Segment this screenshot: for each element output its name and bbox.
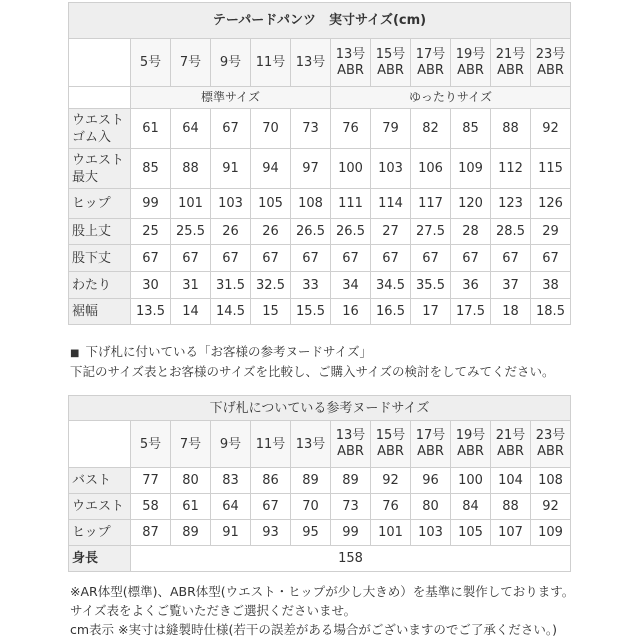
size-label: ABR <box>337 62 364 78</box>
value-cell: 29 <box>531 219 571 245</box>
value-cell: 36 <box>451 272 491 299</box>
value-cell: 89 <box>331 468 371 494</box>
size-header <box>131 39 171 87</box>
corner-cell <box>69 421 131 468</box>
value-cell: 32.5 <box>251 272 291 299</box>
table-row <box>69 219 571 245</box>
value-cell: 67 <box>131 245 171 272</box>
value-cell: 105 <box>451 520 491 546</box>
value-cell: 67 <box>451 245 491 272</box>
value-cell: 120 <box>451 189 491 219</box>
size-header <box>171 421 211 468</box>
value-cell: 92 <box>531 494 571 520</box>
size-label: ABR <box>377 444 404 459</box>
value-cell: 30 <box>131 272 171 299</box>
value-cell: 15.5 <box>291 299 331 325</box>
size-header <box>251 39 291 87</box>
value-cell: 26.5 <box>291 219 331 245</box>
size-header <box>411 39 451 87</box>
row-label <box>69 189 131 219</box>
value-cell: 15 <box>251 299 291 325</box>
size-label: 19号 <box>455 428 486 443</box>
value-cell: 94 <box>251 149 291 189</box>
size-label: 21号 <box>495 428 526 443</box>
row-label <box>69 109 131 149</box>
value-cell: 89 <box>171 520 211 546</box>
size-header-row <box>69 421 571 468</box>
value-cell: 18.5 <box>531 299 571 325</box>
row-label-text: ウエスト <box>72 112 125 128</box>
group-relaxed: ゆったりサイズ <box>331 87 571 109</box>
table-row <box>69 299 571 325</box>
actual-size-table <box>68 2 571 325</box>
value-cell: 88 <box>491 494 531 520</box>
size-header <box>531 421 571 468</box>
size-label: 7号 <box>179 436 202 452</box>
footer-line-3: cm表示 ※実寸は縫製時仕様(若干の誤差がある場合がございますのでご了承ください。) <box>70 622 558 637</box>
size-header <box>491 421 531 468</box>
row-label-text: 裾幅 <box>72 304 99 319</box>
height-row <box>69 546 571 572</box>
size-label: 5号 <box>139 436 162 452</box>
row-label-text: ヒップ <box>72 196 111 211</box>
size-label: 15号 <box>375 428 406 443</box>
value-cell: 26 <box>211 219 251 245</box>
value-cell: 38 <box>531 272 571 299</box>
table-title: 下げ札についている参考ヌードサイズ <box>69 396 571 421</box>
nude-size-table <box>68 395 571 572</box>
size-label: 17号 <box>415 46 446 62</box>
size-header <box>131 421 171 468</box>
value-cell: 31.5 <box>211 272 251 299</box>
size-header <box>171 39 211 87</box>
value-cell: 111 <box>331 189 371 219</box>
size-header <box>331 39 371 87</box>
value-cell: 99 <box>331 520 371 546</box>
size-header <box>491 39 531 87</box>
size-label: 17号 <box>415 428 446 443</box>
table-row <box>69 468 571 494</box>
value-cell: 79 <box>371 109 411 149</box>
notice-text-1: 下げ札に付いている「お客様の参考ヌードサイズ」 <box>85 344 372 359</box>
size-header <box>531 39 571 87</box>
value-cell: 105 <box>251 189 291 219</box>
value-cell: 85 <box>451 109 491 149</box>
value-cell: 73 <box>291 109 331 149</box>
value-cell: 91 <box>211 149 251 189</box>
value-cell: 101 <box>371 520 411 546</box>
size-label: 7号 <box>179 55 202 70</box>
table-row <box>69 272 571 299</box>
value-cell: 61 <box>171 494 211 520</box>
value-cell: 100 <box>451 468 491 494</box>
value-cell: 99 <box>131 189 171 219</box>
value-cell: 96 <box>411 468 451 494</box>
value-cell: 25 <box>131 219 171 245</box>
value-cell: 108 <box>531 468 571 494</box>
value-cell: 16 <box>331 299 371 325</box>
value-cell: 64 <box>171 109 211 149</box>
size-header <box>331 421 371 468</box>
value-cell: 112 <box>491 149 531 189</box>
value-cell: 92 <box>531 109 571 149</box>
row-label <box>69 272 131 299</box>
row-label <box>69 245 131 272</box>
size-label: 13号 <box>295 436 326 452</box>
size-label: ABR <box>457 62 484 78</box>
size-label: ABR <box>417 444 444 459</box>
value-cell: 70 <box>251 109 291 149</box>
size-label: ABR <box>337 444 364 459</box>
value-cell: 89 <box>291 468 331 494</box>
size-label: 9号 <box>219 55 242 70</box>
value-cell: 37 <box>491 272 531 299</box>
value-cell: 64 <box>211 494 251 520</box>
size-label: ABR <box>497 444 524 459</box>
row-label: バスト <box>69 468 131 494</box>
table-row <box>69 494 571 520</box>
size-label: ABR <box>537 62 564 78</box>
size-header <box>211 39 251 87</box>
size-label: 13号 <box>335 46 366 62</box>
height-value: 158 <box>131 546 571 572</box>
corner-cell <box>69 87 131 109</box>
footer-line-2: サイズ表をよくご覧いただきご選択くださいませ。 <box>70 603 357 618</box>
value-cell: 95 <box>291 520 331 546</box>
value-cell: 31 <box>171 272 211 299</box>
value-cell: 82 <box>411 109 451 149</box>
value-cell: 109 <box>531 520 571 546</box>
size-label: ABR <box>417 62 444 78</box>
row-label-text: 股下丈 <box>72 250 112 266</box>
value-cell: 17.5 <box>451 299 491 325</box>
value-cell: 67 <box>211 245 251 272</box>
row-label <box>69 299 131 325</box>
value-cell: 76 <box>331 109 371 149</box>
value-cell: 109 <box>451 149 491 189</box>
row-label-text: ウエスト <box>72 152 125 168</box>
value-cell: 61 <box>131 109 171 149</box>
value-cell: 117 <box>411 189 451 219</box>
size-header <box>411 421 451 468</box>
size-label: 11号 <box>255 55 286 70</box>
size-label: ABR <box>457 444 484 459</box>
row-label <box>69 219 131 245</box>
value-cell: 34.5 <box>371 272 411 299</box>
row-label-text: ゴム入 <box>72 129 112 145</box>
size-label: 23号 <box>535 428 566 443</box>
value-cell: 14.5 <box>211 299 251 325</box>
value-cell: 92 <box>371 468 411 494</box>
value-cell: 67 <box>171 245 211 272</box>
table-row <box>69 149 571 189</box>
corner-cell <box>69 39 131 87</box>
value-cell: 93 <box>251 520 291 546</box>
value-cell: 76 <box>371 494 411 520</box>
value-cell: 25.5 <box>171 219 211 245</box>
row-label: 身長 <box>69 546 131 572</box>
size-label: 21号 <box>495 46 526 62</box>
size-label: 13号 <box>295 55 326 70</box>
value-cell: 100 <box>331 149 371 189</box>
value-cell: 77 <box>131 468 171 494</box>
size-header <box>371 39 411 87</box>
size-label: 9号 <box>219 436 242 452</box>
row-label-text: 股上丈 <box>72 224 112 239</box>
value-cell: 26 <box>251 219 291 245</box>
value-cell: 97 <box>291 149 331 189</box>
value-cell: 33 <box>291 272 331 299</box>
table-row <box>69 245 571 272</box>
size-label: ABR <box>537 444 564 459</box>
value-cell: 108 <box>291 189 331 219</box>
size-header <box>371 421 411 468</box>
value-cell: 67 <box>211 109 251 149</box>
notice-line-2: 下記のサイズ表とお客様のサイズを比較し、ご購入サイズの検討をしてみてください。 <box>70 364 555 379</box>
value-cell: 106 <box>411 149 451 189</box>
value-cell: 34 <box>331 272 371 299</box>
value-cell: 101 <box>171 189 211 219</box>
value-cell: 114 <box>371 189 411 219</box>
value-cell: 27.5 <box>411 219 451 245</box>
value-cell: 83 <box>211 468 251 494</box>
value-cell: 26.5 <box>331 219 371 245</box>
value-cell: 35.5 <box>411 272 451 299</box>
value-cell: 14 <box>171 299 211 325</box>
value-cell: 115 <box>531 149 571 189</box>
value-cell: 18 <box>491 299 531 325</box>
size-header <box>291 39 331 87</box>
value-cell: 67 <box>371 245 411 272</box>
size-label: 11号 <box>255 436 286 452</box>
size-label: 5号 <box>139 55 162 70</box>
footer-line-1: ※AR体型(標準)、ABR体型(ウエスト・ヒップが少し大きめ）を基準に製作しております。 <box>70 584 575 599</box>
size-label: ABR <box>497 62 524 78</box>
value-cell: 107 <box>491 520 531 546</box>
value-cell: 80 <box>171 468 211 494</box>
size-header <box>291 421 331 468</box>
size-label: 15号 <box>375 46 406 62</box>
value-cell: 103 <box>411 520 451 546</box>
value-cell: 17 <box>411 299 451 325</box>
value-cell: 70 <box>291 494 331 520</box>
row-label-text: わたり <box>72 277 112 293</box>
size-header <box>211 421 251 468</box>
value-cell: 73 <box>331 494 371 520</box>
table-title: テーパードパンツ 実寸サイズ(cm) <box>69 3 571 39</box>
notice-line-1 <box>70 342 372 364</box>
value-cell: 86 <box>251 468 291 494</box>
size-label: ABR <box>377 62 404 78</box>
bullet-square-icon: ■ <box>70 348 80 359</box>
value-cell: 88 <box>491 109 531 149</box>
value-cell: 67 <box>251 245 291 272</box>
value-cell: 16.5 <box>371 299 411 325</box>
value-cell: 28.5 <box>491 219 531 245</box>
row-label: ウエスト <box>69 494 131 520</box>
value-cell: 67 <box>331 245 371 272</box>
value-cell: 67 <box>411 245 451 272</box>
value-cell: 88 <box>171 149 211 189</box>
size-header-row <box>69 39 571 87</box>
table-row <box>69 520 571 546</box>
row-label <box>69 149 131 189</box>
value-cell: 67 <box>531 245 571 272</box>
size-label: 23号 <box>535 46 566 62</box>
size-label: 19号 <box>455 46 486 62</box>
value-cell: 85 <box>131 149 171 189</box>
value-cell: 80 <box>411 494 451 520</box>
value-cell: 91 <box>211 520 251 546</box>
value-cell: 67 <box>291 245 331 272</box>
group-standard: 標準サイズ <box>131 87 331 109</box>
value-cell: 58 <box>131 494 171 520</box>
value-cell: 27 <box>371 219 411 245</box>
size-header <box>251 421 291 468</box>
table-row <box>69 189 571 219</box>
value-cell: 87 <box>131 520 171 546</box>
value-cell: 67 <box>251 494 291 520</box>
size-header <box>451 39 491 87</box>
value-cell: 28 <box>451 219 491 245</box>
size-header <box>451 421 491 468</box>
row-label: ヒップ <box>69 520 131 546</box>
value-cell: 126 <box>531 189 571 219</box>
value-cell: 84 <box>451 494 491 520</box>
value-cell: 103 <box>371 149 411 189</box>
value-cell: 13.5 <box>131 299 171 325</box>
row-label-text: 最大 <box>72 169 99 185</box>
value-cell: 67 <box>491 245 531 272</box>
value-cell: 104 <box>491 468 531 494</box>
value-cell: 123 <box>491 189 531 219</box>
size-label: 13号 <box>335 428 366 443</box>
table-row <box>69 109 571 149</box>
value-cell: 103 <box>211 189 251 219</box>
